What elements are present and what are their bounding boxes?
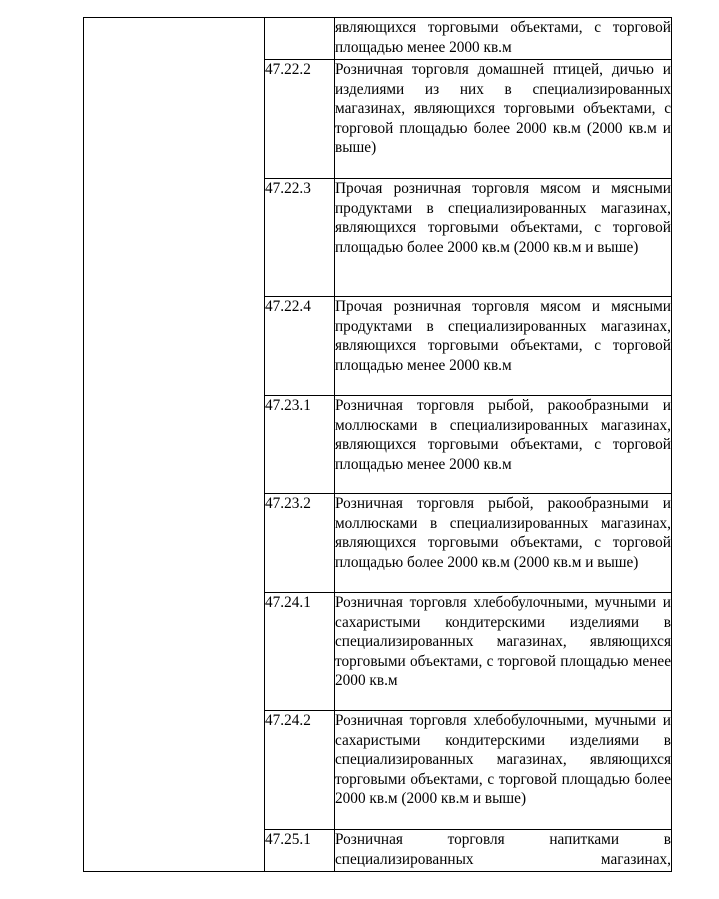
code-cell: 47.24.2: [265, 711, 335, 830]
code-cell: [265, 18, 335, 60]
group-cell: [84, 18, 265, 872]
description-cell: Розничная торговля рыбой, ракообразными и моллюсками в специализированных магазинах, являющихся торговыми объектами, с торговой площадью более 2000 кв.м (2000 кв.м и выше): [335, 494, 672, 593]
code-cell: 47.24.1: [265, 593, 335, 711]
table-row: [84, 18, 672, 60]
description-cell: Прочая розничная торговля мясом и мясными продуктами в специализированных магазинах, являющихся торговыми объектами, с торговой площадью менее 2000 кв.м: [335, 297, 672, 396]
code-cell: 47.23.2: [265, 494, 335, 593]
code-cell: 47.23.1: [265, 396, 335, 494]
okved-table: [83, 17, 672, 872]
description-cell: являющихся торговыми объектами, с торговой площадью менее 2000 кв.м: [335, 18, 672, 60]
code-cell: 47.22.4: [265, 297, 335, 396]
code-cell: 47.22.3: [265, 179, 335, 297]
description-cell: Розничная торговля напитками в специализированных магазинах,: [335, 830, 672, 872]
description-cell: Розничная торговля хлебобулочными, мучными и сахаристыми кондитерскими изделиями в специализированных магазинах, являющихся торговыми объектами, с торговой площадью менее 2000 кв.м: [335, 593, 672, 711]
description-cell: Прочая розничная торговля мясом и мясными продуктами в специализированных магазинах, являющихся торговыми объектами, с торговой площадью более 2000 кв.м (2000 кв.м и выше): [335, 179, 672, 297]
description-cell: Розничная торговля рыбой, ракообразными и моллюсками в специализированных магазинах, являющихся торговыми объектами, с торговой площадью менее 2000 кв.м: [335, 396, 672, 494]
code-cell: 47.22.2: [265, 60, 335, 179]
code-cell: 47.25.1: [265, 830, 335, 872]
description-cell: Розничная торговля хлебобулочными, мучными и сахаристыми кондитерскими изделиями в специализированных магазинах, являющихся торговыми объектами, с торговой площадью более 2000 кв.м (2000 кв.м и выше): [335, 711, 672, 830]
description-cell: Розничная торговля домашней птицей, дичью и изделиями из них в специализированных магазинах, являющихся торговыми объектами, с торговой площадью более 2000 кв.м (2000 кв.м и выше): [335, 60, 672, 179]
